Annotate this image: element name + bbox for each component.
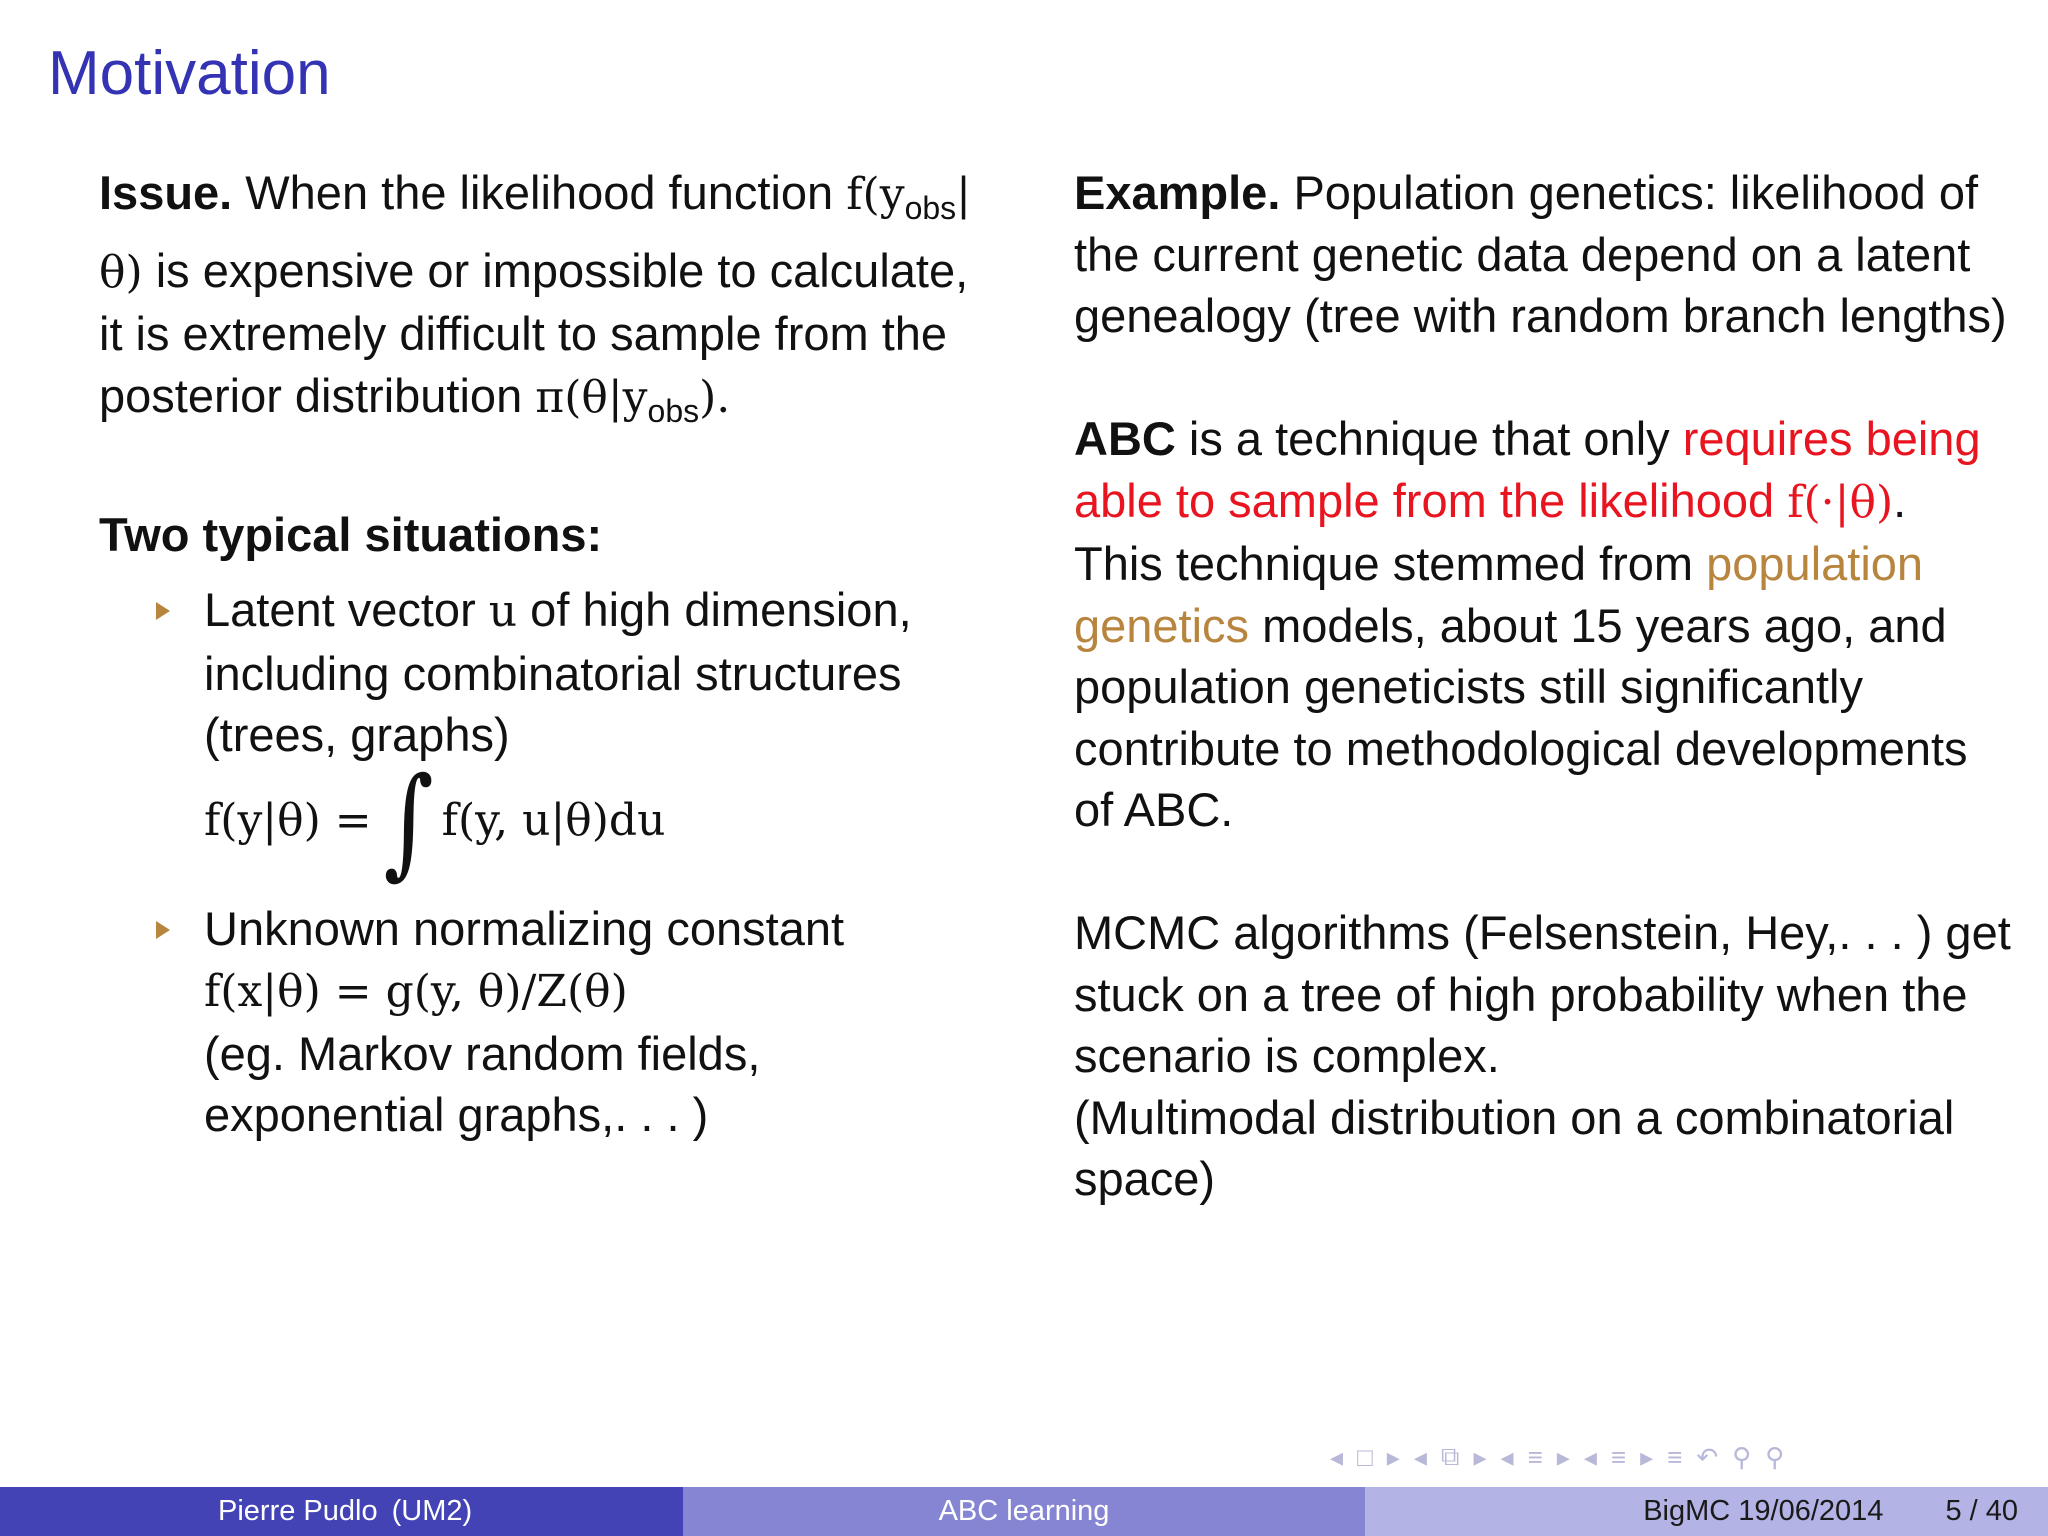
list-item: Unknown normalizing constant f(x|θ) = g(y, θ)/Z(θ) (eg. Markov random fields, exponential graphs,. . . ) bbox=[99, 898, 999, 1146]
integral-formula: f(y|θ) = ∫ f(y, u|θ)du bbox=[204, 750, 666, 891]
nav-next-icon[interactable]: ▸ bbox=[1640, 1441, 1654, 1472]
nav-search-icon[interactable]: ⚲ bbox=[1732, 1441, 1752, 1472]
bullet-triangle-icon bbox=[156, 921, 170, 939]
nav-section-icon[interactable]: ≡ bbox=[1527, 1441, 1543, 1472]
situations-list bbox=[99, 579, 999, 1146]
nav-next-icon[interactable]: ▸ bbox=[1556, 1441, 1570, 1472]
nav-prev-icon[interactable]: ◂ bbox=[1583, 1441, 1597, 1472]
nav-section-icon[interactable]: ≡ bbox=[1610, 1441, 1627, 1472]
footer-author: Pierre Pudlo (UM2) bbox=[0, 1487, 683, 1536]
issue-label: Issue. bbox=[99, 166, 233, 219]
nav-prev-icon[interactable]: ◂ bbox=[1500, 1441, 1514, 1472]
abc-likelihood-math: f(·|θ) bbox=[1787, 476, 1894, 528]
abc-label: ABC bbox=[1074, 412, 1176, 465]
abc-highlight: requires being able to sample from the likelihood bbox=[1074, 412, 1981, 527]
example-paragraph: Example. Population genetics: likelihood of the current genetic data depend on a latent genealogy (tree with random branch lengths) bbox=[1074, 166, 2007, 342]
issue-paragraph bbox=[99, 162, 999, 442]
beamer-navigation bbox=[1330, 1440, 2040, 1474]
left-column bbox=[99, 162, 999, 1146]
nav-subsection-icon[interactable]: ⧉ bbox=[1440, 1441, 1460, 1471]
latent-u-math: u bbox=[488, 586, 518, 637]
slide-title: Motivation bbox=[48, 39, 331, 108]
footer-date-page: BigMC 19/06/2014 5 / 40 bbox=[1365, 1487, 2048, 1536]
nav-search-icon[interactable]: ⚲ bbox=[1765, 1441, 1785, 1472]
page-number: 5 / 40 bbox=[1945, 1495, 2018, 1527]
footer-bar bbox=[0, 1487, 2048, 1536]
stem-paragraph: This technique stemmed from population genetics models, about 15 years ago, and population geneticists still significantly contribute to methodological developments of ABC. bbox=[1074, 537, 1968, 836]
abc-paragraph: ABC is a technique that only requires being able to sample from the likelihood f(·|θ). bbox=[1074, 412, 1981, 528]
footer-title: ABC learning bbox=[683, 1487, 1365, 1536]
normalizing-formula: f(x|θ) = g(y, θ)/Z(θ) bbox=[204, 966, 628, 1017]
right-column bbox=[1074, 162, 2014, 1210]
nav-align-icon[interactable]: ≡ bbox=[1667, 1441, 1683, 1472]
nav-prev-icon[interactable]: ◂ bbox=[1330, 1441, 1344, 1472]
nav-next-icon[interactable]: ▸ bbox=[1473, 1441, 1487, 1472]
likelihood-math: $f(y_{obs}|\theta)$ bbox=[99, 169, 971, 298]
population-genetics-highlight: population genetics bbox=[1074, 537, 1924, 652]
mcmc-paragraph: MCMC algorithms (Felsenstein, Hey,. . . ) get stuck on a tree of high probability when the scenario is complex. bbox=[1074, 906, 2011, 1082]
example-label: Example. bbox=[1074, 166, 1281, 219]
posterior-math: $\pi(\theta|y_{obs})$. bbox=[535, 371, 731, 429]
situations-heading: Two typical situations: bbox=[99, 507, 603, 561]
integral-sign: ∫ bbox=[383, 750, 434, 891]
issue-text: When the likelihood function bbox=[232, 166, 834, 219]
list-item: Latent vector u of high dimension, including combinatorial structures (trees, graphs) f(y|θ) = ∫ f(y, u|θ)du bbox=[99, 579, 999, 886]
nav-frame-icon[interactable]: □ bbox=[1357, 1441, 1373, 1472]
issue-text-2: is expensive or impossible to calculate, it is extremely difficult to sample from the posterior distribution bbox=[99, 243, 969, 422]
nav-prev-icon[interactable]: ◂ bbox=[1413, 1441, 1427, 1472]
bullet-triangle-icon bbox=[156, 602, 170, 620]
nav-next-icon[interactable]: ▸ bbox=[1386, 1441, 1400, 1472]
mcmc-note: (Multimodal distribution on a combinatorial space) bbox=[1074, 1090, 1955, 1205]
nav-back-icon[interactable]: ↶ bbox=[1696, 1441, 1719, 1472]
